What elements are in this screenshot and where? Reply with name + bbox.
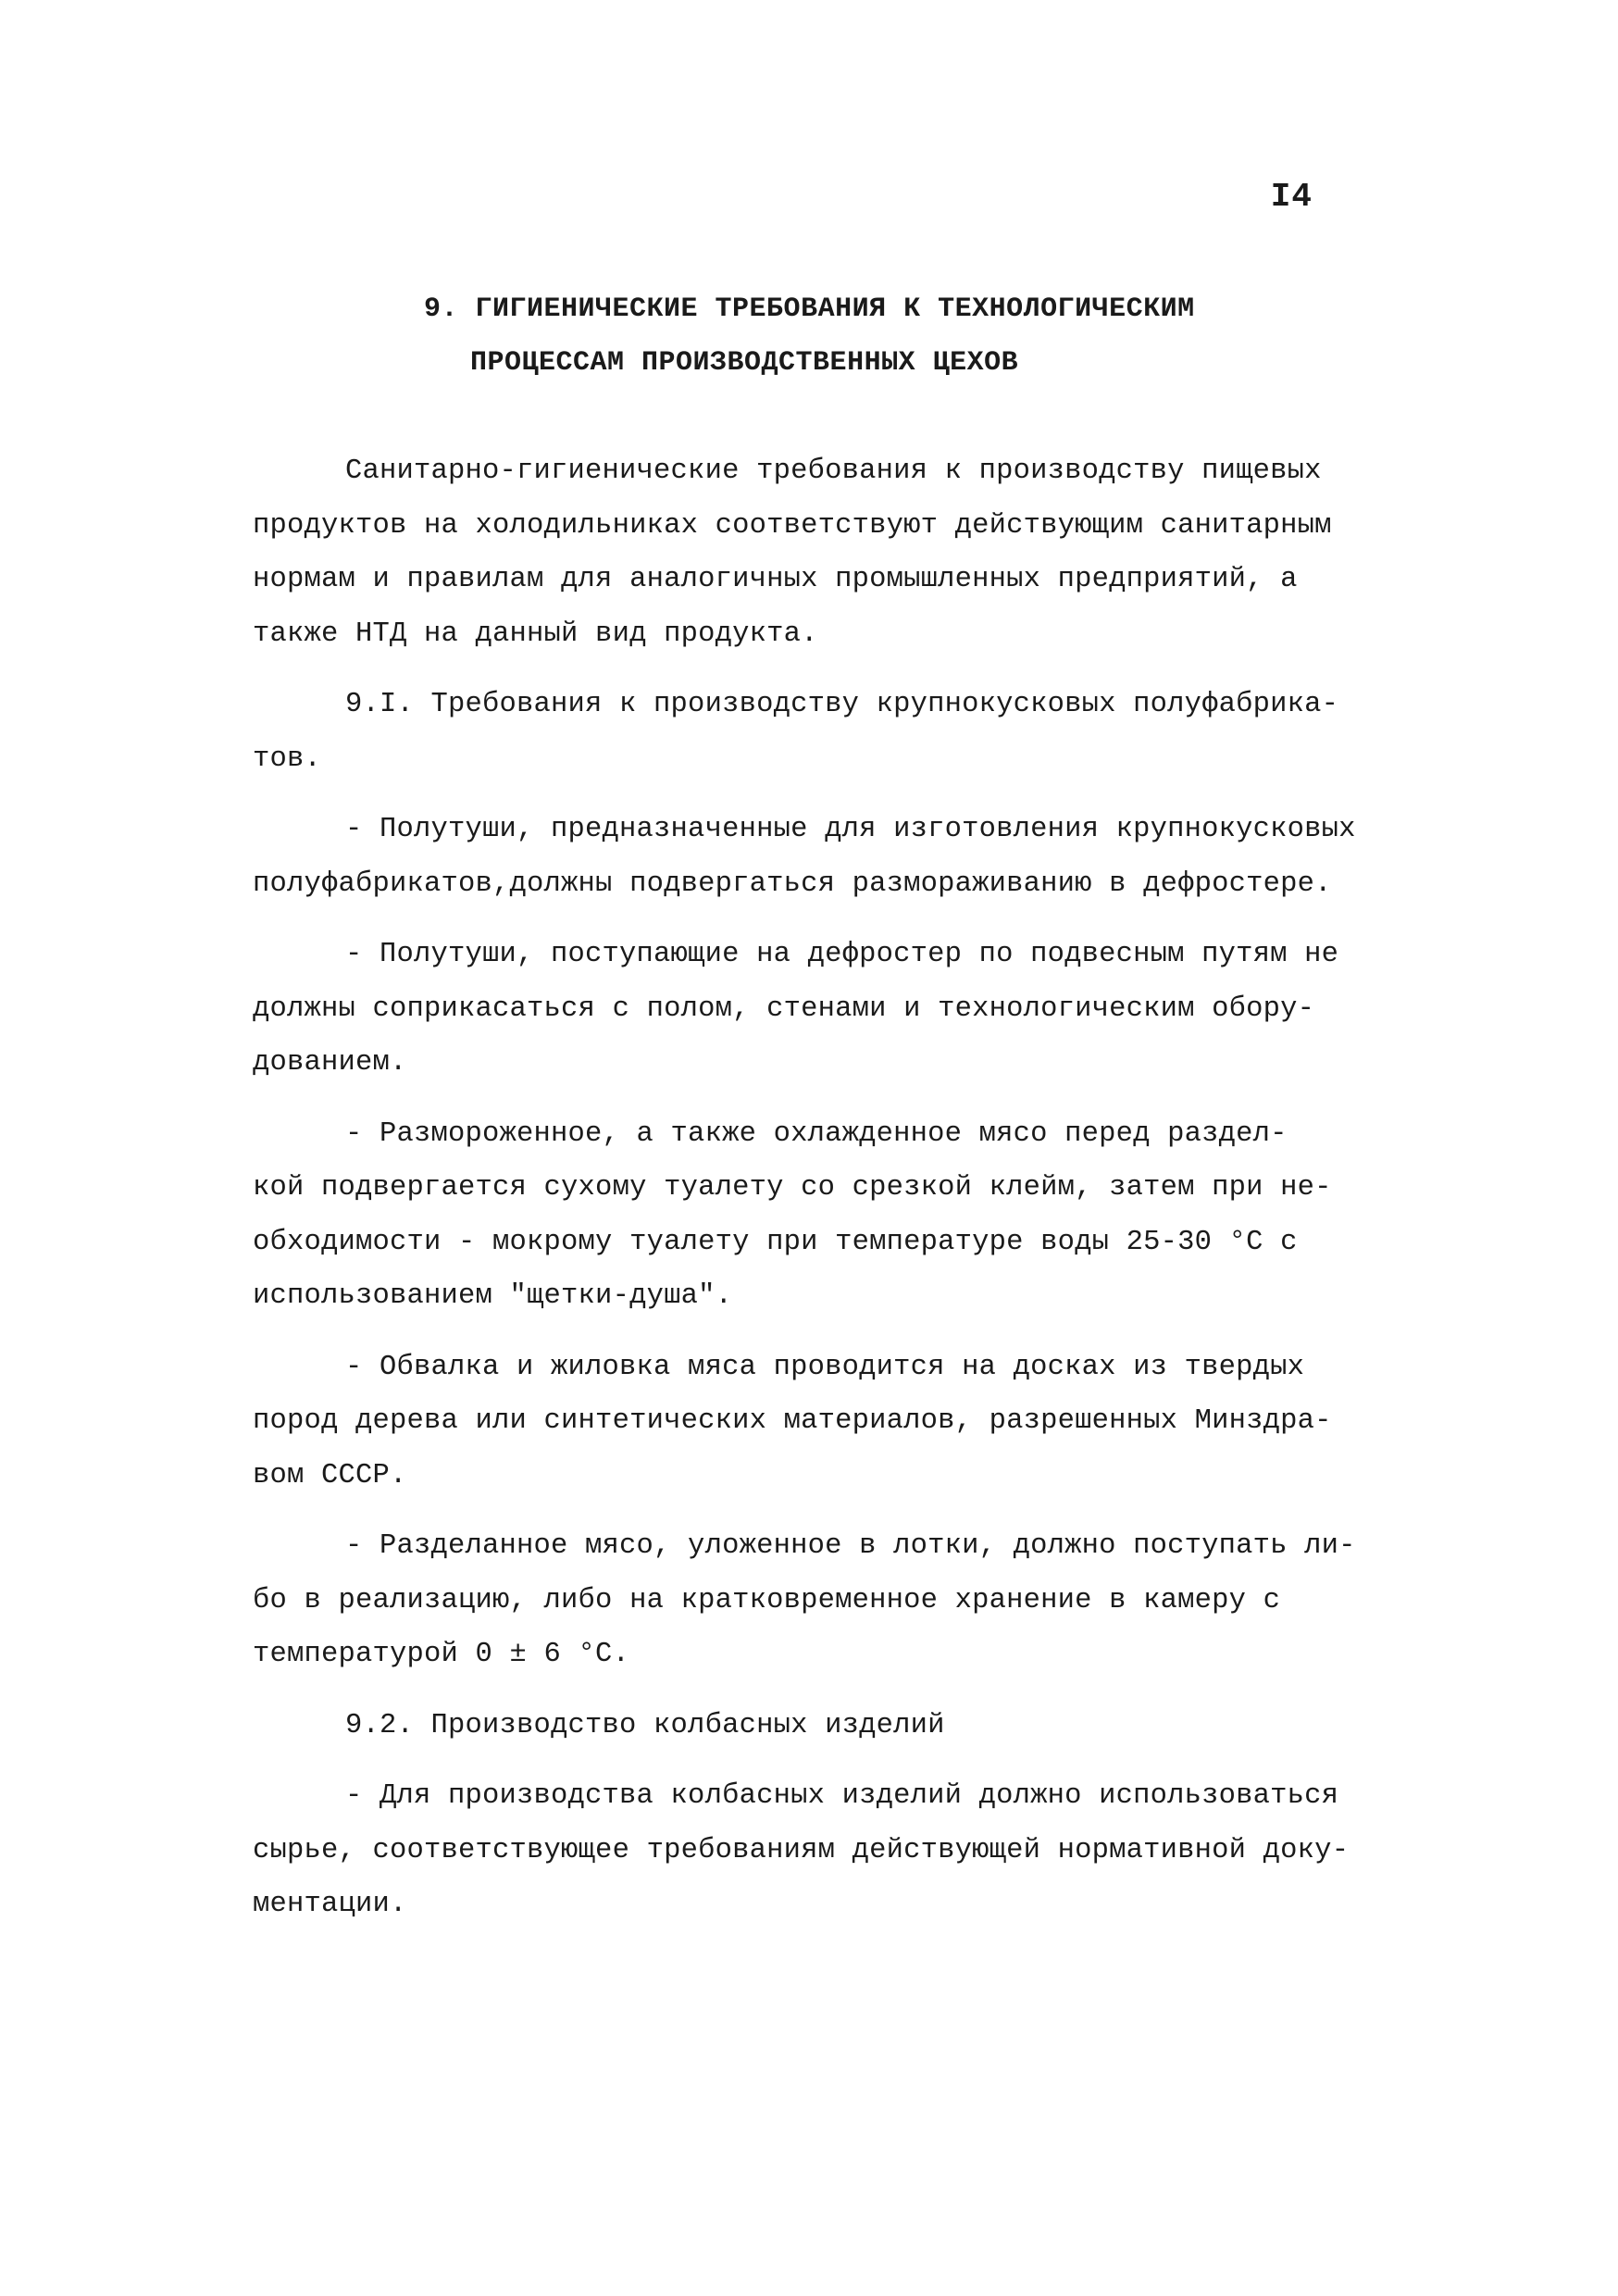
- subsection-9-2-title: 9.2. Производство колбасных изделий: [345, 1709, 945, 1741]
- paragraph-meat-toilet: - Размороженное, а также охлажденное мясо перед раздел- кой подвергается сухому туалету со срезкой клейм, затем при не- обходимости - мокрому туалету при температуре воды 25-30 °С с использованием "щетки-душа".: [253, 1117, 1332, 1312]
- paragraph-storage: - Разделанное мясо, уложенное в лотки, должно поступать ли- бо в реализацию, либо на кратковременное хранение в камеру с температурой 0 ± 6 °С.: [253, 1530, 1356, 1670]
- paragraph-intro: Санитарно-гигиенические требования к производству пищевых продуктов на холодильниках соответствуют действующим санитарным нормам и правилам для аналогичных промышленных предприятий, а также НТД на данный вид продукта.: [253, 455, 1332, 650]
- body-text: [253, 444, 1382, 1932]
- paragraph-overhead-paths: - Полутуши, поступающие на дефростер по подвесным путям не должны соприкасаться с полом, стенами и технологическим обору- дованием.: [253, 939, 1339, 1079]
- page-number: I4: [1270, 178, 1313, 216]
- paragraph-sausage-raw-materials: - Для производства колбасных изделий должно использоваться сырье, соответствующее требованиям действующей нормативной доку- ментации.: [253, 1780, 1350, 1920]
- section-heading-line-1: 9. ГИГИЕНИЧЕСКИЕ ТРЕБОВАНИЯ К ТЕХНОЛОГИЧЕСКИМ: [424, 293, 1195, 325]
- section-heading: [424, 282, 1195, 390]
- paragraph-deboning: - Обвалка и жиловка мяса проводится на досках из твердых пород дерева или синтетических материалов, разрешенных Минздра- вом СССР.: [253, 1351, 1332, 1491]
- subsection-9-1-title: 9.I. Требования к производству крупнокусковых полуфабрика- тов.: [253, 689, 1339, 775]
- paragraph-defrosting: - Полутуши, предназначенные для изготовления крупнокусковых полуфабрикатов,должны подвергаться размораживанию в дефростере.: [253, 814, 1356, 900]
- section-heading-line-2: ПРОЦЕССАМ ПРОИЗВОДСТВЕННЫХ ЦЕХОВ: [470, 347, 1019, 379]
